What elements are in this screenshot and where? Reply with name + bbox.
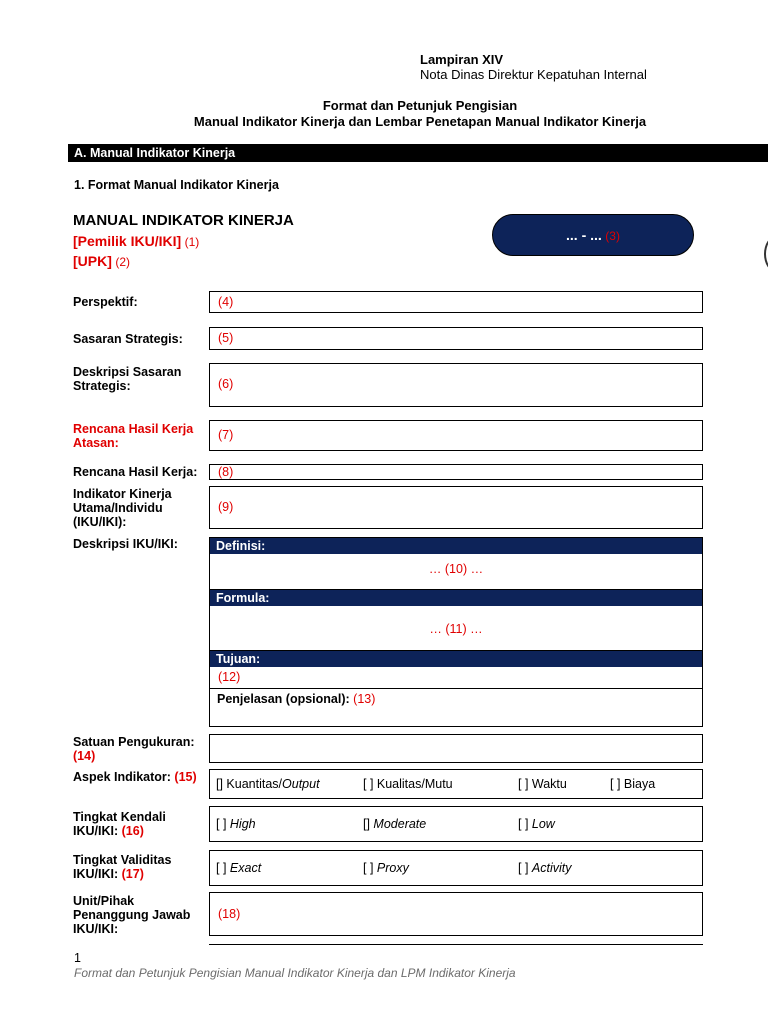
validitas-label-block (73, 853, 188, 881)
tujuan-number: (12) (218, 670, 241, 684)
footer-text: Format dan Petunjuk Pengisian Manual Indikator Kinerja dan LPM Indikator Kinerja (74, 966, 516, 980)
aspek-option-biaya[interactable]: [ ] Biaya (610, 777, 656, 791)
penjelasan-number: (13) (353, 692, 376, 706)
aspek-label: Aspek Indikator: (73, 770, 171, 784)
perspektif-label: Perspektif: (73, 295, 138, 309)
doc-title-line1: Format dan Petunjuk Pengisian (322, 98, 518, 113)
rencana-number: (8) (218, 465, 234, 479)
aspek-label-block (73, 770, 208, 784)
upk-placeholder: [UPK] (73, 253, 112, 269)
aspek-option-waktu[interactable]: [ ] Waktu (518, 777, 567, 791)
validitas-option-activity[interactable]: [ ] Activity (518, 861, 572, 875)
formula-number: … (11) … (429, 622, 483, 636)
kendali-number: (16) (121, 824, 144, 838)
deskripsi-iku-label: Deskripsi IKU/IKI: (73, 537, 178, 551)
kendali-field (209, 806, 703, 842)
iku-label: Indikator Kinerja Utama/Individu (IKU/IKI): (73, 487, 172, 529)
kendali-option-low[interactable]: [ ] Low (518, 817, 555, 831)
code-pill (492, 214, 694, 256)
validitas-option-exact[interactable]: [ ] Exact (216, 861, 262, 875)
subsection-heading: 1. Format Manual Indikator Kinerja (74, 178, 279, 192)
satuan-label-block (73, 735, 205, 763)
owner-line (73, 233, 199, 249)
kendali-option-moderate[interactable]: [] Moderate (363, 817, 427, 831)
perspektif-field[interactable] (209, 291, 703, 313)
owner-number: (1) (184, 235, 200, 249)
manual-title: MANUAL INDIKATOR KINERJA (73, 212, 294, 229)
rencana-atasan-field[interactable] (209, 420, 703, 451)
aspek-option-kualitas[interactable]: [ ] Kualitas/Mutu (363, 777, 453, 791)
pill-text: ... - ... (566, 227, 602, 243)
iku-number: (9) (218, 500, 234, 514)
validitas-field (209, 850, 703, 886)
sasaran-number: (5) (218, 331, 234, 345)
deskripsi-iku-box (209, 537, 703, 727)
kendali-option-high[interactable]: [ ] High (216, 817, 256, 831)
satuan-field[interactable] (209, 734, 703, 763)
tujuan-header: Tujuan: (210, 651, 702, 667)
kendali-label-block (73, 810, 183, 838)
sasaran-label: Sasaran Strategis: (73, 332, 183, 346)
unit-label: Unit/Pihak Penanggung Jawab IKU/IKI: (73, 894, 191, 936)
satuan-label: Satuan Pengukuran: (73, 735, 195, 749)
validitas-label: Tingkat Validitas IKU/IKI: (73, 853, 172, 881)
validitas-option-proxy[interactable]: [ ] Proxy (363, 861, 409, 875)
upk-number: (2) (115, 255, 131, 269)
penjelasan-line (217, 692, 375, 706)
deskripsi-sasaran-label: Deskripsi Sasaran Strategis: (73, 365, 182, 393)
owner-placeholder: [Pemilik IKU/IKI] (73, 233, 182, 249)
definisi-header: Definisi: (210, 538, 702, 554)
unit-field[interactable] (209, 892, 703, 936)
rencana-label: Rencana Hasil Kerja: (73, 465, 198, 479)
aspek-field (209, 769, 703, 799)
section-heading-bar (68, 144, 768, 162)
aspek-option-kuantitas[interactable]: [] Kuantitas/Output (216, 777, 320, 791)
rencana-atasan-label: Rencana Hasil Kerja Atasan: (73, 422, 194, 450)
nota-dinas-label: Nota Dinas Direktur Kepatuhan Internal (420, 67, 647, 82)
iku-field[interactable] (209, 486, 703, 529)
doc-title-line2: Manual Indikator Kinerja dan Lembar Penetapan Manual Indikator Kinerja (193, 114, 647, 129)
upk-line (73, 253, 130, 269)
page-number: 1 (74, 951, 81, 965)
bottom-rule (209, 944, 703, 945)
edge-circle-decoration (764, 236, 768, 272)
lampiran-label: Lampiran XIV (420, 52, 504, 67)
unit-number: (18) (218, 907, 241, 921)
formula-header: Formula: (210, 590, 702, 606)
deskripsi-sasaran-field[interactable] (209, 363, 703, 407)
divider (210, 688, 702, 689)
definisi-number: … (10) … (428, 562, 484, 576)
pill-number: (3) (605, 229, 620, 243)
rencana-atasan-number: (7) (218, 428, 234, 442)
deskripsi-sasaran-number: (6) (218, 377, 234, 391)
rencana-field[interactable] (209, 464, 703, 480)
sasaran-field[interactable] (209, 327, 703, 350)
perspektif-number: (4) (218, 295, 234, 309)
section-heading: A. Manual Indikator Kinerja (74, 146, 236, 160)
validitas-number: (17) (121, 867, 144, 881)
kendali-label: Tingkat Kendali IKU/IKI: (73, 810, 166, 838)
penjelasan-label: Penjelasan (opsional): (217, 692, 350, 706)
satuan-number: (14) (73, 749, 96, 763)
aspek-number: (15) (174, 770, 197, 784)
